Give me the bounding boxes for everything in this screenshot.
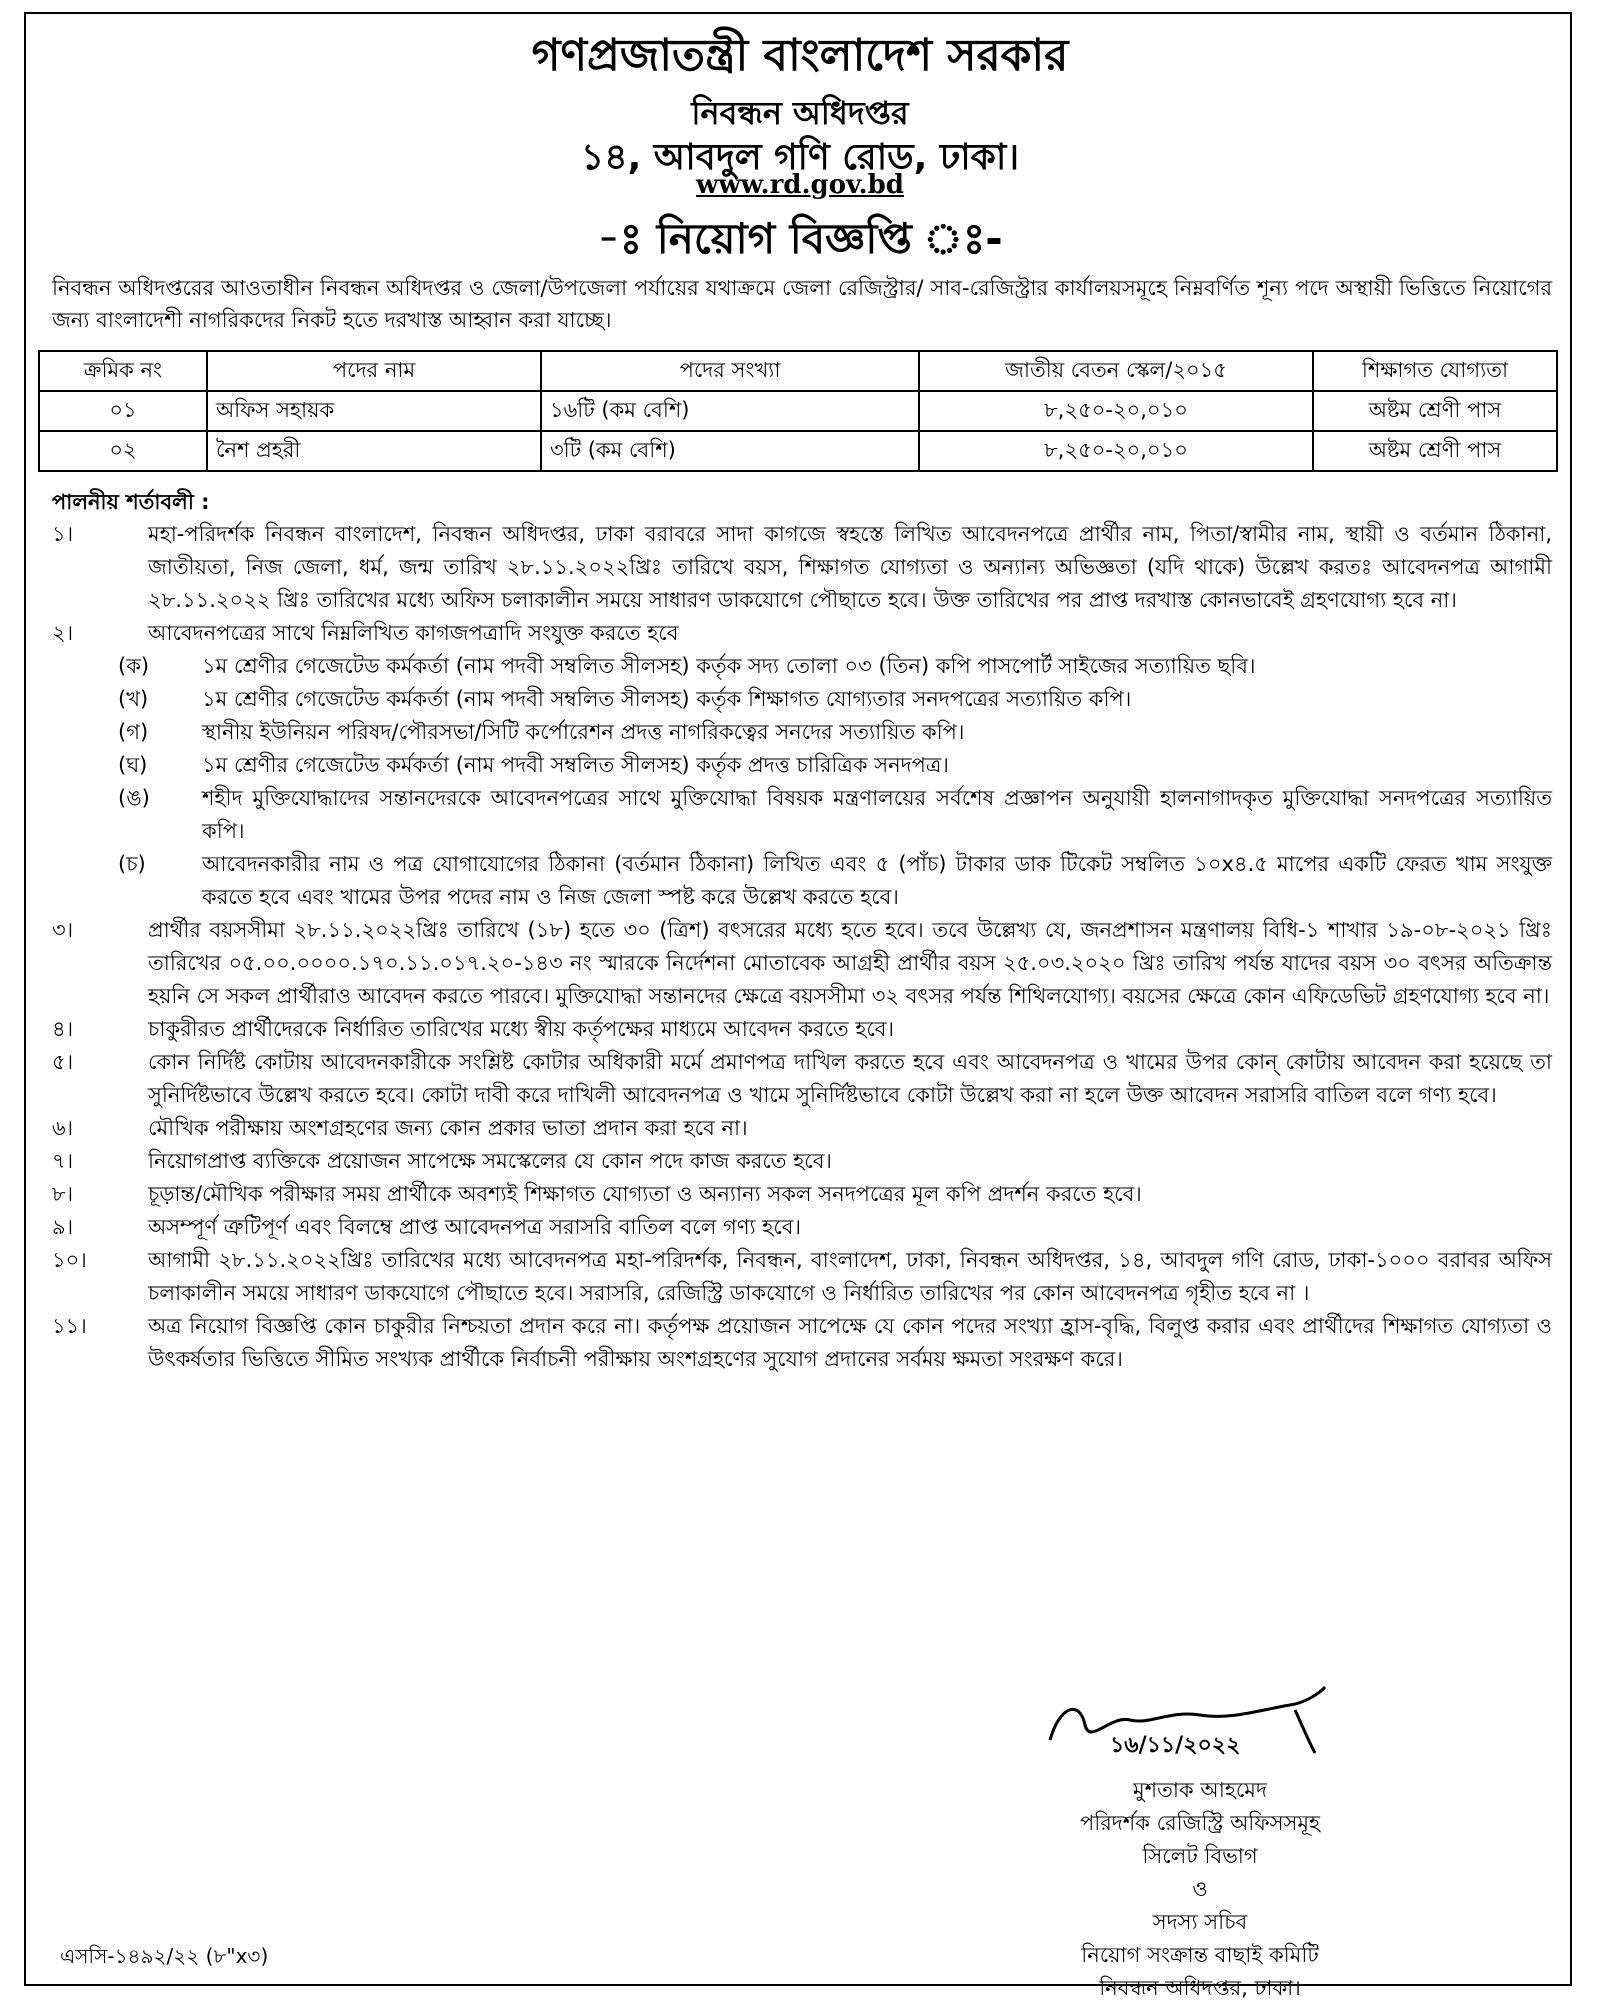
condition-item	[52, 1244, 1552, 1310]
table-cell: ০১	[39, 391, 207, 431]
department-name: নিবন্ধন অধিদপ্তর	[691, 94, 909, 132]
table-header-cell: শিক্ষাগত যোগ্যতা	[1313, 351, 1557, 391]
signatory-name: মুশতাক আহমেদ	[1133, 1778, 1267, 1802]
condition-number: ৬।	[52, 1116, 74, 1140]
condition-item	[52, 914, 1552, 1013]
attachment-text: ১ম শ্রেণীর গেজেটেড কর্মকর্তা (নাম পদবী সম্বলিত সীলসহ) কর্তৃক সদ্য তোলা ০৩ (তিন) কপি পাসপোর্ট সাইজের সত্যায়িত ছবি।	[202, 654, 1256, 678]
condition-number: ৮।	[52, 1182, 74, 1206]
website-text[interactable]: www.rd.gov.bd	[696, 170, 904, 200]
condition-text: অসম্পূর্ণ ত্রুটিপূর্ণ এবং বিলম্বে প্রাপ্ত আবেদনপত্র সরাসরি বাতিল বলে গণ্য হবে।	[148, 1215, 801, 1239]
table-cell: নৈশ প্রহরী	[207, 431, 541, 471]
posts-table	[38, 350, 1558, 472]
attachment-item	[118, 650, 1552, 683]
signatory-title: পরিদর্শক রেজিস্ট্রি অফিসসমূহ	[1079, 1811, 1321, 1835]
condition-item	[52, 617, 1552, 650]
conditions-list	[52, 518, 1552, 1376]
condition-item	[52, 1112, 1552, 1145]
condition-text: নিয়োগপ্রাপ্ত ব্যক্তিকে প্রয়োজন সাপেক্ষে সমস্কেলের যে কোন পদে কাজ করতে হবে।	[148, 1149, 832, 1173]
condition-number: ৫।	[52, 1050, 74, 1074]
condition-number: ১।	[52, 522, 74, 546]
government-title: গণপ্রজাতন্ত্রী বাংলাদেশ সরকার	[531, 30, 1069, 81]
table-header-cell: পদের সংখ্যা	[541, 351, 919, 391]
attachment-text: স্থানীয় ইউনিয়ন পরিষদ/পৌরসভা/সিটি কর্পোরেশন প্রদত্ত নাগরিকত্বের সনদের সত্যায়িত কপি।	[202, 720, 965, 744]
attachment-number: (গ)	[118, 720, 149, 744]
table-cell: অষ্টম শ্রেণী পাস	[1313, 391, 1557, 431]
attachment-item	[118, 749, 1552, 782]
condition-text: চূড়ান্ত/মৌখিক পরীক্ষার সময় প্রার্থীকে অবশ্যই শিক্ষাগত যোগ্যতা ও অন্যান্য সকল সনদপত্রের মূল কপি প্রদর্শন করতে হবে।	[148, 1182, 1142, 1206]
department-address: ১৪, আবদুল গণি রোড, ঢাকা।	[580, 137, 1020, 178]
condition-text: মৌখিক পরীক্ষায় অংশগ্রহণের জন্য কোন প্রকার ভাতা প্রদান করা হবে না।	[148, 1116, 748, 1140]
table-cell: ১৬টি (কম বেশি)	[541, 391, 919, 431]
attachment-text: ১ম শ্রেণীর গেজেটেড কর্মকর্তা (নাম পদবী সম্বলিত সীলসহ) কর্তৃক শিক্ষাগত যোগ্যতার সনদপত্রের সত্যায়িত কপি।	[202, 687, 1132, 711]
condition-item	[52, 1046, 1552, 1112]
signatory-division: সিলেট বিভাগ	[1142, 1844, 1258, 1868]
table-row	[39, 391, 1557, 431]
condition-item	[52, 1178, 1552, 1211]
signature-date: ১৬/১১/২০২২	[1110, 1733, 1241, 1758]
attachment-text: শহীদ মুক্তিযোদ্ধাদের সন্তানদেরকে আবেদনপত্রের সাথে মুক্তিযোদ্ধা বিষয়ক মন্ত্রণালয়ের সর্বশেষ প্রজ্ঞাপন অনুযায়ী হালনাগাদকৃত মুক্তিযোদ্ধা সনদপত্রের সত্যায়িত কপি।	[202, 786, 1552, 843]
conditions-heading: পালনীয় শর্তাবলী :	[52, 490, 210, 514]
attachment-number: (ঘ)	[118, 753, 148, 777]
condition-number: ৭।	[52, 1149, 74, 1173]
condition-text: মহা-পরিদর্শক নিবন্ধন বাংলাদেশ, নিবন্ধন অধিদপ্তর, ঢাকা বরাবরে সাদা কাগজে স্বহস্তে লিখিত আবেদনপত্রে প্রার্থীর নাম, পিতা/স্বামীর নাম, স্থায়ী ও বর্তমান ঠিকানা, জাতীয়তা, নিজ জেলা, ধর্ম, জন্ম তারিখ ২৮.১১.২০২২খ্রিঃ তারিখে বয়স, শিক্ষাগত যোগ্যতা ও অন্যান্য অভিজ্ঞতা (যদি থাকে) উল্লেখ করতঃ আবেদনপত্র আগামী ২৮.১১.২০২২ খ্রিঃ তারিখের মধ্যে অফিস চলাকালীন সময়ে সাধারণ ডাকযোগে পৌছাতে হবে। উক্ত তারিখের পর প্রাপ্ত দরখাস্ত কোনভাবেই গ্রহণযোগ্য হবে না।	[148, 522, 1552, 612]
condition-item	[52, 1310, 1552, 1376]
attachment-item	[118, 782, 1552, 848]
signatory-and: ও	[1192, 1877, 1208, 1901]
condition-text: আগামী ২৮.১১.২০২২খ্রিঃ তারিখের মধ্যে আবেদনপত্র মহা-পরিদর্শক, নিবন্ধন, বাংলাদেশ, ঢাকা, নিবন্ধন অধিদপ্তর, ১৪, আবদুল গণি রোড, ঢাকা-১০০০ বরাবর অফিস চলাকালীন সময়ে সাধারণ ডাকযোগে পৌছাতে হবে। সরাসরি, রেজিস্ট্রি ডাকযোগে ও নির্ধারিত তারিখের পর কোন আবেদনপত্র গৃহীত হবে না ।	[148, 1248, 1552, 1305]
condition-text: কোন নির্দিষ্ট কোটায় আবেদনকারীকে সংশ্লিষ্ট কোটার অধিকারী মর্মে প্রমাণপত্র দাখিল করতে হবে এবং আবেদনপত্র ও খামের উপর কোন্ কোটায় আবেদন করা হয়েছে তা সুনির্দিষ্টভাবে উল্লেখ করতে হবে। কোটা দাবী করে দাখিলী আবেদনপত্র ও খামে সুনির্দিষ্টভাবে কোটা উল্লেখ করা না হলে উক্ত আবেদন সরাসরি বাতিল বলে গণ্য হবে।	[148, 1050, 1552, 1107]
condition-number: ৯।	[52, 1215, 74, 1239]
table-cell: ৩টি (কম বেশি)	[541, 431, 919, 471]
attachment-item	[118, 683, 1552, 716]
table-header-cell: পদের নাম	[207, 351, 541, 391]
table-header-cell: জাতীয় বেতন স্কেল/২০১৫	[919, 351, 1313, 391]
condition-item	[52, 1211, 1552, 1244]
condition-text: আবেদনপত্রের সাথে নিম্নলিখিত কাগজপত্রাদি সংযুক্ত করতে হবে	[148, 621, 679, 645]
attachment-text: আবেদনকারীর নাম ও পত্র যোগাযোগের ঠিকানা (বর্তমান ঠিকানা) লিখিত এবং ৫ (পাঁচ) টাকার ডাক টিকেট সম্বলিত ১০x৪.৫ মাপের একটি ফেরত খাম সংযুক্ত করতে হবে এবং খামের উপর পদের নাম ও নিজ জেলা স্পষ্ট করে উল্লেখ করতে হবে।	[202, 852, 1552, 909]
attachment-item	[118, 848, 1552, 914]
table-row	[39, 431, 1557, 471]
condition-number: ১০।	[52, 1248, 87, 1272]
condition-item	[52, 1145, 1552, 1178]
signatory-role: সদস্য সচিব	[1152, 1910, 1248, 1934]
notice-title: -ঃ নিয়োগ বিজ্ঞপ্তি ঃ-	[597, 214, 1003, 263]
condition-text: প্রার্থীর বয়সসীমা ২৮.১১.২০২২খ্রিঃ তারিখে (১৮) হতে ৩০ (ত্রিশ) বৎসরের মধ্যে হতে হবে। তবে উল্লেখ্য যে, জনপ্রশাসন মন্ত্রণালয় বিধি-১ শাখার ১৯-০৮-২০২১ খ্রিঃ তারিখের ০৫.০০.০০০০.১৭০.১১.০১৭.২০-১৪৩ নং স্মারকে নির্দেশনা মোতাবেক আগ্রহী প্রার্থীর বয়স ২৫.০৩.২০২০ খ্রিঃ তারিখ পর্যন্ত যাদের বয়স ৩০ বৎসর অতিক্রান্ত হয়নি সে সকল প্রার্থীরাও আবেদন করতে পারবে। মুক্তিযোদ্ধা সন্তানদের ক্ষেত্রে বয়সসীমা ৩২ বৎসর পর্যন্ত শিথিলযোগ্য। বয়সের ক্ষেত্রে কোন এফিডেভিট গ্রহণযোগ্য হবে না।	[148, 918, 1552, 1008]
condition-item	[52, 1013, 1552, 1046]
signatory-office: নিবন্ধন অধিদপ্তর, ঢাকা।	[1099, 1976, 1301, 2000]
table-cell: অষ্টম শ্রেণী পাস	[1313, 431, 1557, 471]
attachment-number: (চ)	[118, 852, 146, 876]
condition-number: ১১।	[52, 1314, 87, 1338]
table-cell: অফিস সহায়ক	[207, 391, 541, 431]
condition-item	[52, 518, 1552, 617]
signatory-committee: নিয়োগ সংক্রান্ত বাছাই কমিটি	[1081, 1943, 1319, 1967]
attachment-item	[118, 716, 1552, 749]
table-header-cell: ক্রমিক নং	[39, 351, 207, 391]
attachment-number: (ঙ)	[118, 786, 150, 810]
intro-paragraph: নিবন্ধন অধিদপ্তরের আওতাধীন নিবন্ধন অধিদপ্তর ও জেলা/উপজেলা পর্যায়ের যথাক্রমে জেলা রেজিস্ট্রার/ সাব-রেজিস্ট্রার কার্যালয়সমূহে নিম্নবর্ণিত শূন্য পদে অস্থায়ী ভিত্তিতে নিয়োগের জন্য বাংলাদেশী নাগরিকদের নিকট হতে দরখাস্ত আহ্বান করা যাচ্ছে।	[52, 276, 1552, 332]
condition-number: ৩।	[52, 918, 74, 942]
table-header-row	[39, 351, 1557, 391]
table-cell: ৮,২৫০-২০,০১০	[919, 431, 1313, 471]
attachment-number: (খ)	[118, 687, 149, 711]
attachment-text: ১ম শ্রেণীর গেজেটেড কর্মকর্তা (নাম পদবী সম্বলিত সীলসহ) কর্তৃক প্রদত্ত চারিত্রিক সনদপত্র।	[202, 753, 949, 777]
condition-text: চাকুরীরত প্রার্থীদেরকে নির্ধারিত তারিখের মধ্যে স্বীয় কর্তৃপক্ষের মাধ্যমে আবেদন করতে হবে।	[148, 1017, 894, 1041]
signatory-block	[1000, 1774, 1400, 2005]
condition-number: ৪।	[52, 1017, 74, 1041]
table-cell: ৮,২৫০-২০,০১০	[919, 391, 1313, 431]
attachment-number: (ক)	[118, 654, 150, 678]
table-cell: ০২	[39, 431, 207, 471]
condition-number: ২।	[52, 621, 74, 645]
footer-reference: এসসি-১৪৯২/২২ (৮"x৩)	[60, 1944, 269, 1968]
condition-text: অত্র নিয়োগ বিজ্ঞপ্তি কোন চাকুরীর নিশ্চয়তা প্রদান করে না। কর্তৃপক্ষ প্রয়োজন সাপেক্ষে যে কোন পদের সংখ্যা হ্রাস-বৃদ্ধি, বিলুপ্ত করার এবং প্রার্থীদের শিক্ষাগত যোগ্যতা ও উৎকর্ষতার ভিত্তিতে সীমিত সংখ্যক প্রার্থীকে নির্বাচনী পরীক্ষায় অংশগ্রহণের সুযোগ প্রদানের সর্বময় ক্ষমতা সংরক্ষণ করে।	[148, 1314, 1552, 1371]
website-link[interactable]	[0, 170, 1600, 200]
